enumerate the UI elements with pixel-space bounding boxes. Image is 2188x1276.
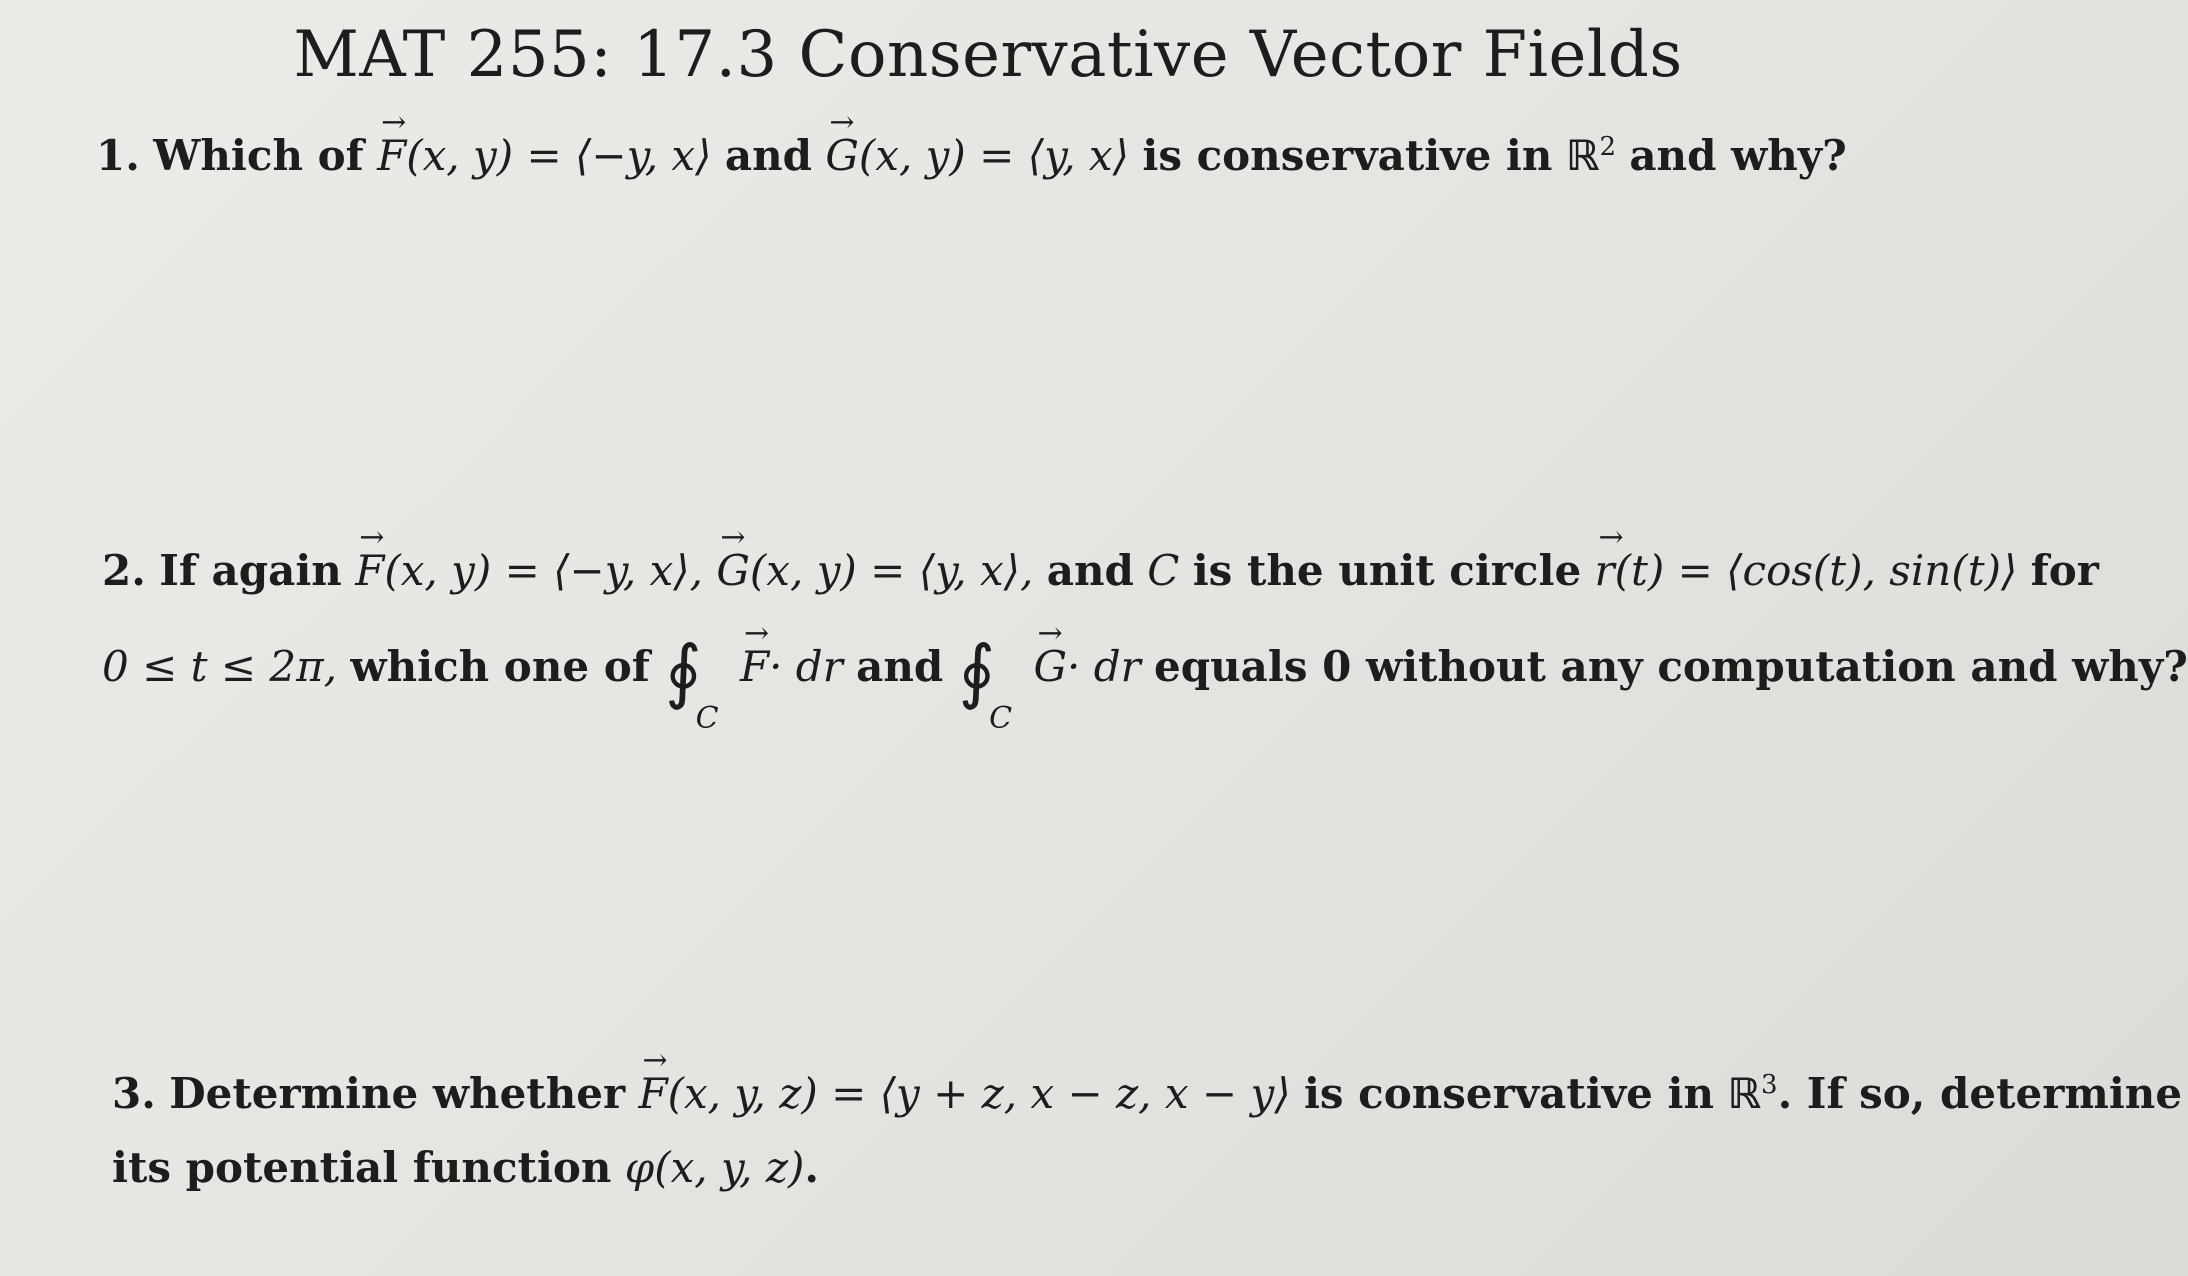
real-space-power: 3	[1761, 1070, 1778, 1100]
problem-2-F-args: (x, y) = ⟨−y, x⟩,	[384, 546, 703, 595]
problem-3-number: 3.	[112, 1069, 156, 1118]
problem-2-line1-b: and	[1046, 546, 1134, 595]
curve-C: C	[1147, 546, 1180, 595]
problem-1	[96, 130, 1847, 183]
vector-r: → r	[1595, 545, 1615, 598]
vector-F: → F	[638, 1068, 667, 1121]
line-integral-F	[665, 628, 724, 736]
line-integral-G	[958, 628, 1018, 736]
problem-1-text-a: Which of	[153, 131, 364, 180]
dot-dr-F: · dr	[769, 642, 843, 691]
real-space: ℝ	[1565, 131, 1600, 180]
problem-2-line2-c: and	[856, 642, 944, 691]
potential-function: φ(x, y, z)	[624, 1143, 805, 1192]
problem-3-line-2	[112, 1142, 819, 1195]
problem-1-F-args: (x, y) = ⟨−y, x⟩	[406, 131, 712, 180]
vector-F: → F	[355, 545, 384, 598]
problem-1-text-b: and	[724, 131, 812, 180]
integrand-G: → G	[1033, 641, 1067, 694]
problem-1-number: 1.	[96, 131, 140, 180]
integral-subscript-C: C	[989, 701, 1013, 736]
problem-2-number: 2.	[102, 546, 146, 595]
problem-2-t-range: 0 ≤ t ≤ 2π,	[102, 642, 338, 691]
problem-3-line1-a: Determine whether	[169, 1069, 626, 1118]
real-space: ℝ	[1727, 1069, 1762, 1118]
problem-1-text-c: is conservative in	[1142, 131, 1553, 180]
problem-2-line2-b: which one of	[350, 642, 650, 691]
problem-2-line1-d: for	[2030, 546, 2099, 595]
dot-dr-G: · dr	[1067, 642, 1141, 691]
page-title: MAT 255: 17.3 Conservative Vector Fields	[293, 18, 1683, 92]
problem-2-line1-a: If again	[159, 546, 342, 595]
contour-integral-symbol: ∮	[958, 630, 996, 712]
problem-2-r-def: (t) = ⟨cos(t), sin(t)⟩	[1614, 546, 2018, 595]
problem-2-G-args: (x, y) = ⟨y, x⟩,	[749, 546, 1034, 595]
problem-3-line2-a: its potential function	[112, 1143, 612, 1192]
problem-3-line1-b: is conservative in	[1303, 1069, 1714, 1118]
problem-3-line-1	[112, 1068, 2182, 1121]
problem-3-line1-c: . If so, determine	[1777, 1069, 2183, 1118]
problem-2-line2-d: equals 0 without any computation and why?	[1154, 642, 2188, 691]
problem-3-line2-b: .	[804, 1143, 819, 1192]
problem-2-line-1	[102, 545, 2099, 598]
problem-1-G-args: (x, y) = ⟨y, x⟩	[858, 131, 1129, 180]
vector-F: → F	[377, 130, 406, 183]
vector-G: → G	[825, 130, 859, 183]
vector-G: → G	[716, 545, 750, 598]
integrand-F: → F	[740, 641, 769, 694]
problem-2-line-2	[102, 628, 2188, 736]
problem-3-F-def: (x, y, z) = ⟨y + z, x − z, x − y⟩	[667, 1069, 1291, 1118]
problem-2-line1-c: is the unit circle	[1192, 546, 1582, 595]
contour-integral-symbol: ∮	[665, 630, 702, 712]
problem-1-text-d: and why?	[1629, 131, 1847, 180]
integral-subscript-C: C	[695, 701, 719, 736]
real-space-power: 2	[1599, 132, 1616, 162]
